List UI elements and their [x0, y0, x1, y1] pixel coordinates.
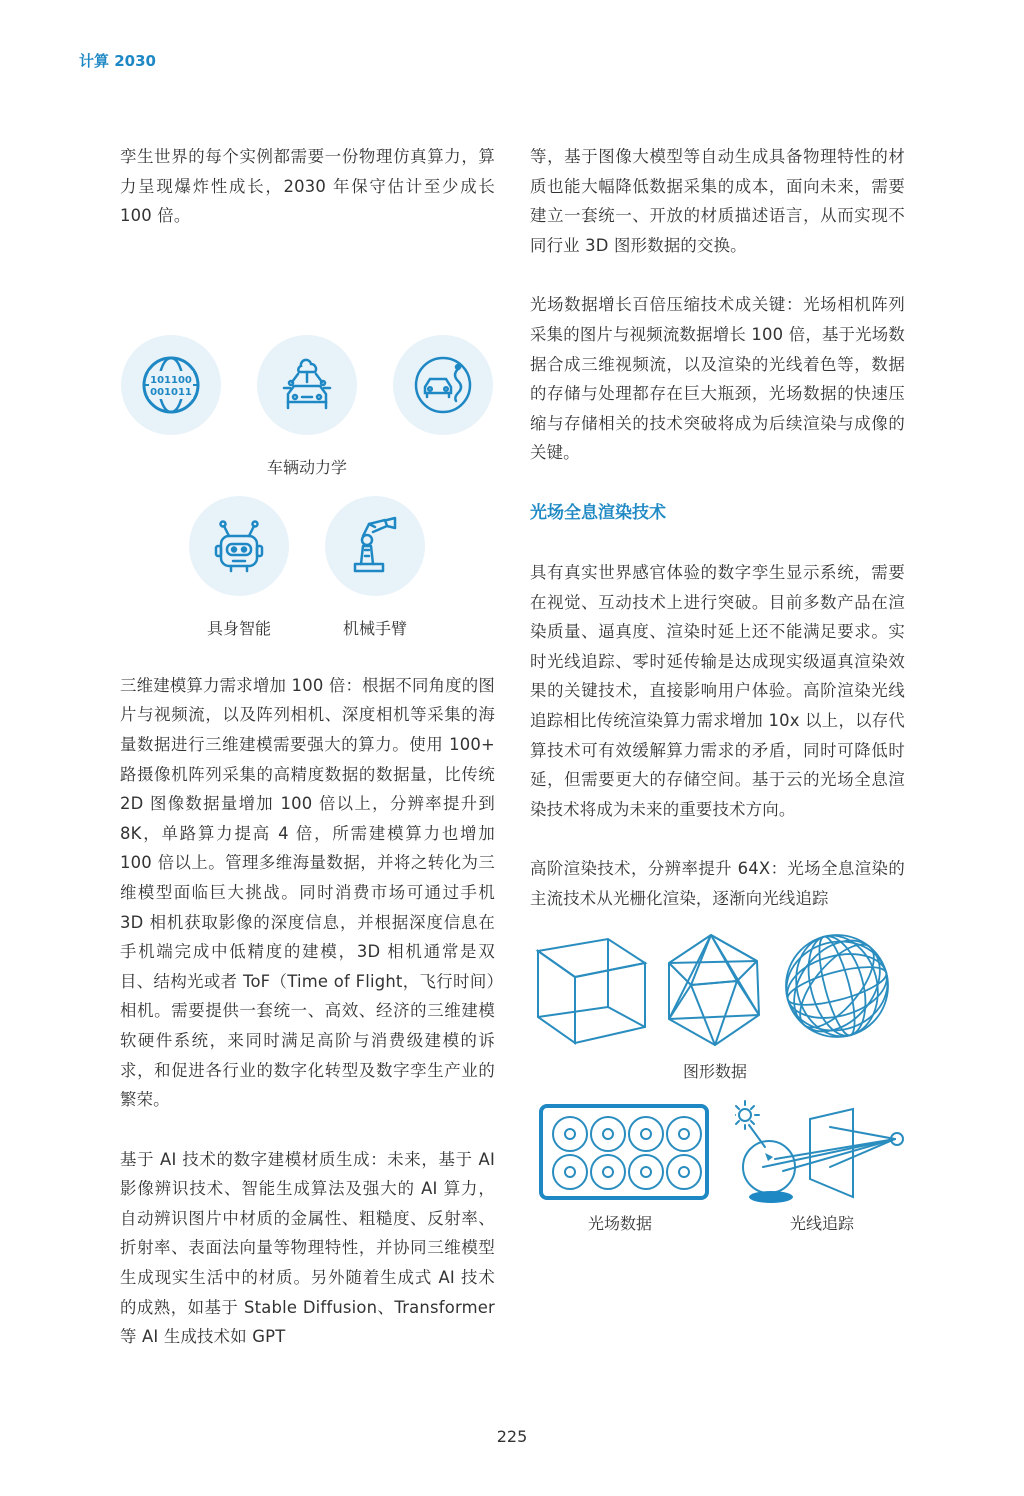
ray-tracing-figure — [735, 1097, 905, 1207]
binary-globe-icon — [121, 335, 221, 435]
caption-robot-arm: 机械手臂 — [342, 618, 407, 638]
section-title: 光场全息渲染技术 — [530, 502, 666, 523]
application-icons — [120, 231, 495, 671]
holographic-paragraph: 具有真实世界感官体验的数字孪生显示系统，需要在视觉、互动技术上进行突破。目前多数产品在渲染质量、逼真度、渲染时延上还不能满足要求。实时光线追踪、零时延传输是达成现实级逼真渲染效果的关键技术，直接影响用户体验。高阶渲染光线追踪相比传统渲染算力需求增加 10x 以上，以存代算技术可有效缓解算力需求的矛盾，同时可降低时延，但需要更大的存储空间。基于云的光场全息渲染技术将成为未来的重要技术方向。 — [530, 562, 905, 819]
robot-arm-icon — [325, 496, 425, 596]
ai-material-paragraph: 基于 AI 技术的数字建模材质生成：未来，基于 AI 影像辨识技术、智能生成算法及强大的 AI 算力，自动辨识图片中材质的金属性、粗糙度、反射率、折射率、表面法向量等物理特性，并协同三维模型生成现实生活中的材质。另外随着生成式 AI 技术的成熟，如基于 Stable Diffusion、Transformer 等 AI 生成技术如 GPT — [120, 1149, 495, 1347]
connected-car-icon — [257, 335, 357, 435]
icosahedron-wireframe-figure — [665, 933, 765, 1048]
binary-line-2: 001011 — [150, 386, 192, 398]
camera-array-figure — [539, 1104, 709, 1204]
running-header: 计算 2030 — [79, 52, 156, 70]
caption-embodied-intelligence: 具身智能 — [206, 618, 271, 638]
caption-graphics-data: 图形数据 — [682, 1062, 747, 1082]
robot-icon — [189, 496, 289, 596]
caption-ray-tracing: 光线追踪 — [789, 1214, 854, 1234]
continuation-paragraph: 等，基于图像大模型等自动生成具备物理特性的材质也能大幅降低数据采集的成本，面向未来，需要建立一套统一、开放的材质描述语言，从而实现不同行业 3D 图形数据的交换。 — [530, 147, 905, 255]
cube-wireframe-figure — [535, 937, 653, 1047]
rendering-figures — [530, 919, 905, 1234]
rendering-paragraph: 高阶渲染技术，分辨率提升 64X：光场全息渲染的主流技术从光栅化渲染，逐渐向光线追踪 — [530, 859, 905, 908]
left-column — [120, 142, 495, 1352]
binary-line-1: 101100 — [150, 374, 192, 386]
caption-vehicle-dynamics: 车辆动力学 — [266, 457, 347, 477]
sphere-wireframe-figure — [782, 931, 892, 1041]
modeling-paragraph: 三维建模算力需求增加 100 倍：根据不同角度的图片与视频流，以及阵列相机、深度相机等采集的海量数据进行三维建模需要强大的算力。使用 100+ 路摄像机阵列采集的高精度数据的数据量，比传统 2D 图像数据量增加 100 倍以上，分辨率提升到 8K，单路算力提高 4 倍，所需建模算力也增加 100 倍以上。管理多维海量数据，并将之转化为三维模型面临巨大挑战。同时消费市场可通过手机 3D 相机获取影像的深度信息，并根据深度信息在手机端完成中低精度的建模，3D 相机通常是双目、结构光或者 ToF（Time of Flight，飞行时间）相机。需要提供一套统一、高效、经济的三维建模软硬件系统，来同时满足高阶与消费级建模的诉求，和促进各行业的数字化转型及数字孪生产业的繁荣。 — [120, 675, 495, 1110]
right-column — [530, 142, 905, 1234]
car-road-icon — [393, 335, 493, 435]
intro-paragraph: 孪生世界的每个实例都需要一份物理仿真算力，算力呈现爆炸性成长，2030 年保守估计至少成长 100 倍。 — [120, 147, 495, 226]
lightfield-paragraph: 光场数据增长百倍压缩技术成关键：光场相机阵列采集的图片与视频流数据增长 100 倍，基于光场数据合成三维视频流，以及渲染的光线着色等，数据的存储与处理都存在巨大瓶颈，光场数据的快速压缩与存储相关的技术突破将成为后续渲染与成像的关键。 — [530, 295, 905, 463]
page-number: 225 — [496, 1427, 528, 1446]
caption-lightfield-data: 光场数据 — [587, 1214, 652, 1234]
